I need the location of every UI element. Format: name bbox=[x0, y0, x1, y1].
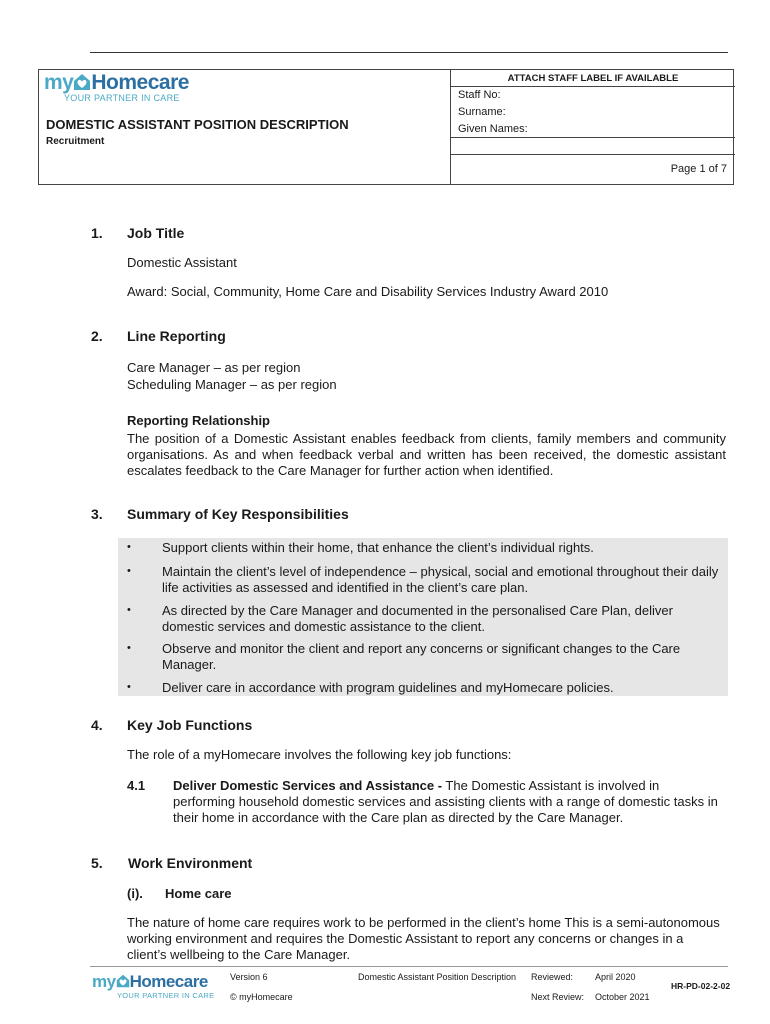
footer-doc-name: Domestic Assistant Position Description bbox=[358, 972, 517, 982]
section-5-number: 5. bbox=[91, 855, 103, 871]
bullet-icon: • bbox=[127, 681, 131, 693]
responsibility-item: Support clients within their home, that enhance the client’s individual rights. bbox=[162, 540, 594, 555]
reporting-relationship-text: The position of a Domestic Assistant enables feedback from clients, family members and community organisations. As and when feedback verbal and written has been received, the domestic assistant escalates feedback to the Care Manager for further action when identified. bbox=[127, 431, 726, 478]
section-2-number: 2. bbox=[91, 328, 103, 344]
responsibility-item: As directed by the Care Manager and documented in the personalised Care Plan, deliver domestic services and domestic assistance to the client. bbox=[162, 603, 673, 634]
subsection-5-i-title: Home care bbox=[165, 886, 232, 901]
section-2-title: Line Reporting bbox=[127, 328, 226, 344]
section-4-title: Key Job Functions bbox=[127, 717, 253, 733]
staff-label-box bbox=[450, 70, 735, 184]
responsibility-item: Maintain the client’s level of independence – physical, social and emotional throughout their daily life activities as assessed and identified in the client’s care plan. bbox=[162, 564, 719, 595]
home-care-paragraph: The nature of home care requires work to be performed in the client’s home This is a semi-autonomous working environment and requires the Domestic Assistant to report any concerns or changes in a client’s wellbeing to the Care Manager. bbox=[127, 915, 720, 962]
blank-row bbox=[451, 138, 735, 155]
job-title-value: Domestic Assistant bbox=[127, 255, 237, 270]
bullet-icon: • bbox=[127, 604, 131, 616]
subsection-5-i-number: (i). bbox=[127, 886, 143, 901]
subsection-4-1-number: 4.1 bbox=[127, 778, 146, 793]
footer-next-review-date: October 2021 bbox=[595, 992, 650, 1002]
logo-homecare: Homecare bbox=[91, 71, 189, 94]
heart-house-icon bbox=[116, 974, 130, 988]
subsection-4-1-body: The Domestic Assistant is involved in performing household domestic services and assisting clients with a range of domestic tasks in their home in accordance with the Care plan as directed by the Care Manager. bbox=[173, 778, 718, 825]
footer-copyright: © myHomecare bbox=[230, 992, 293, 1002]
top-rule bbox=[90, 52, 728, 53]
footer-reviewed-date: April 2020 bbox=[595, 972, 636, 982]
footer-doc-code: HR-PD-02-2-02 bbox=[671, 981, 731, 991]
section-1-title: Job Title bbox=[127, 225, 185, 241]
section-5-title: Work Environment bbox=[128, 855, 253, 871]
subsection-4-1-text bbox=[173, 778, 723, 826]
logo-my: my bbox=[44, 71, 74, 94]
footer-logo-my: my bbox=[92, 972, 116, 991]
footer-version: Version 6 bbox=[230, 972, 268, 982]
section-1-number: 1. bbox=[91, 225, 103, 241]
footer-logo-homecare: Homecare bbox=[129, 972, 208, 991]
staff-label-note: ATTACH STAFF LABEL IF AVAILABLE bbox=[451, 70, 735, 87]
responsibility-item: Deliver care in accordance with program guidelines and myHomecare policies. bbox=[162, 680, 614, 695]
footer-reviewed-label: Reviewed: bbox=[531, 972, 574, 982]
key-functions-intro: The role of a myHomecare involves the following key job functions: bbox=[127, 747, 512, 762]
footer-logo-tagline: YOUR PARTNER IN CARE bbox=[117, 991, 215, 1000]
reporting-relationship-heading: Reporting Relationship bbox=[127, 413, 270, 428]
line-report-2: Scheduling Manager – as per region bbox=[127, 377, 337, 392]
document-title: DOMESTIC ASSISTANT POSITION DESCRIPTION bbox=[46, 117, 349, 132]
footer-logo bbox=[92, 973, 214, 1000]
document-subtitle: Recruitment bbox=[46, 136, 105, 147]
header-logo bbox=[44, 72, 189, 103]
surname-field: Surname: bbox=[458, 106, 506, 118]
page-number: Page 1 of 7 bbox=[670, 163, 727, 175]
staff-no-field: Staff No: bbox=[458, 89, 501, 101]
subsection-4-1-heading: Deliver Domestic Services and Assistance - bbox=[173, 778, 443, 793]
line-report-1: Care Manager – as per region bbox=[127, 360, 301, 375]
footer-next-review-label: Next Review: bbox=[531, 992, 585, 1002]
section-3-number: 3. bbox=[91, 506, 103, 522]
heart-house-icon bbox=[73, 73, 91, 91]
bullet-icon: • bbox=[127, 565, 131, 577]
given-names-field: Given Names: bbox=[451, 121, 735, 138]
section-4-number: 4. bbox=[91, 717, 103, 733]
bullet-icon: • bbox=[127, 642, 131, 654]
award-text: Award: Social, Community, Home Care and Disability Services Industry Award 2010 bbox=[127, 284, 609, 299]
responsibility-item: Observe and monitor the client and report any concerns or significant changes to the Care Manager. bbox=[162, 641, 681, 672]
logo-tagline: YOUR PARTNER IN CARE bbox=[64, 93, 180, 103]
bullet-icon: • bbox=[127, 541, 131, 553]
footer-rule bbox=[90, 966, 728, 967]
section-3-title: Summary of Key Responsibilities bbox=[127, 506, 349, 522]
